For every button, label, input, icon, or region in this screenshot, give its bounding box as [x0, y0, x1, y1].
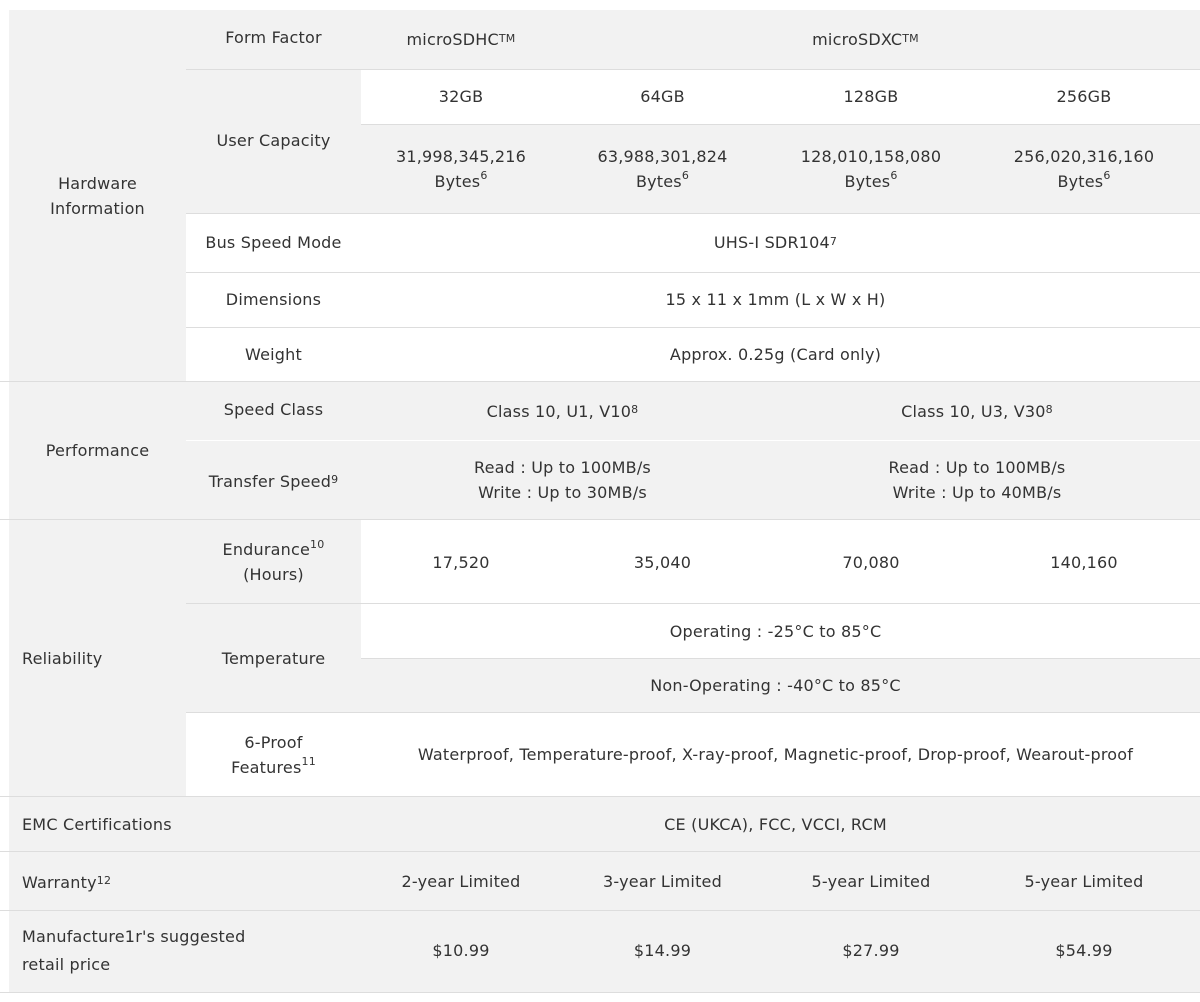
- capacity-64gb: 64GB: [640, 87, 685, 106]
- speed-class-label: Speed Class: [223, 400, 324, 419]
- form-factor-sdxc: microSDXC ™: [812, 30, 919, 49]
- performance-section-label: Performance: [45, 441, 150, 460]
- price-32gb: $10.99: [432, 941, 490, 960]
- endurance-label: Endurance$^{10}$ (Hours): [222, 537, 325, 584]
- capacity-32gb: 32GB: [438, 87, 484, 106]
- endurance-64gb: 35,040: [633, 552, 692, 572]
- section-divider: [0, 992, 1200, 993]
- proof-value: Waterproof, Temperature-proof, X-ray-proof, Magnetic-proof, Drop-proof, Wearout-proof: [417, 745, 1134, 764]
- emc-label: EMC Certifications: [22, 814, 172, 834]
- form-factor-sdhc: microSDHC ™: [406, 30, 516, 49]
- reliability-section-label: Reliability: [22, 648, 103, 668]
- transfer-speed-label: Transfer Speed $^9$: [208, 471, 339, 491]
- temperature-label: Temperature: [221, 648, 326, 668]
- dimensions-value: 15 x 11 x 1mm (L x W x H): [665, 290, 886, 309]
- dimensions-label: Dimensions: [225, 290, 322, 309]
- transfer-speed-a: Read : Up to 100MB/s Write : Up to 30MB/s: [474, 458, 651, 502]
- hardware-section-label: Hardware Information: [50, 173, 145, 218]
- speed-class-a: Class 10, U1, V10 $^8$: [486, 401, 639, 421]
- price-64gb: $14.99: [633, 941, 692, 960]
- warranty-32gb: 2-year Limited: [401, 871, 521, 891]
- bus-speed-label: Bus Speed Mode: [205, 233, 342, 252]
- form-factor-label: Form Factor: [225, 28, 322, 47]
- proof-label: 6-Proof Features$^{11}$: [231, 732, 316, 777]
- price-256gb: $54.99: [1055, 941, 1113, 960]
- capacity-bytes-128gb: 128,010,158,080 Bytes$^6$: [800, 146, 942, 191]
- user-capacity-label: User Capacity: [216, 130, 331, 150]
- warranty-256gb: 5-year Limited: [1024, 871, 1144, 891]
- weight-label: Weight: [245, 344, 302, 364]
- endurance-32gb: 17,520: [432, 552, 490, 572]
- endurance-256gb: 140,160: [1050, 552, 1118, 572]
- temperature-non-operating: Non-Operating : -40°C to 85°C: [650, 676, 901, 695]
- capacity-bytes-64gb: 63,988,301,824 Bytes$^6$: [597, 146, 728, 191]
- warranty-128gb: 5-year Limited: [811, 871, 931, 891]
- weight-value: Approx. 0.25g (Card only): [669, 344, 882, 364]
- bus-speed-value: UHS-I SDR104 $^7$: [713, 233, 838, 252]
- warranty-label: Warranty $^{12}$: [22, 872, 112, 892]
- speed-class-b: Class 10, U3, V30 $^8$: [901, 401, 1053, 421]
- transfer-speed-b: Read : Up to 100MB/s Write : Up to 40MB/s: [888, 458, 1066, 502]
- capacity-bytes-32gb: 31,998,345,216 Bytes$^6$: [395, 146, 527, 191]
- capacity-bytes-256gb: 256,020,316,160 Bytes$^6$: [1013, 146, 1155, 191]
- endurance-128gb: 70,080: [842, 552, 900, 572]
- price-label: Manufacture1r's suggested retail price: [22, 926, 246, 974]
- capacity-128gb: 128GB: [843, 87, 899, 106]
- emc-value: CE (UKCA), FCC, VCCI, RCM: [664, 814, 887, 834]
- warranty-64gb: 3-year Limited: [603, 871, 722, 891]
- temperature-operating: Operating : -25°C to 85°C: [669, 621, 882, 641]
- price-128gb: $27.99: [842, 941, 900, 960]
- capacity-256gb: 256GB: [1056, 87, 1112, 106]
